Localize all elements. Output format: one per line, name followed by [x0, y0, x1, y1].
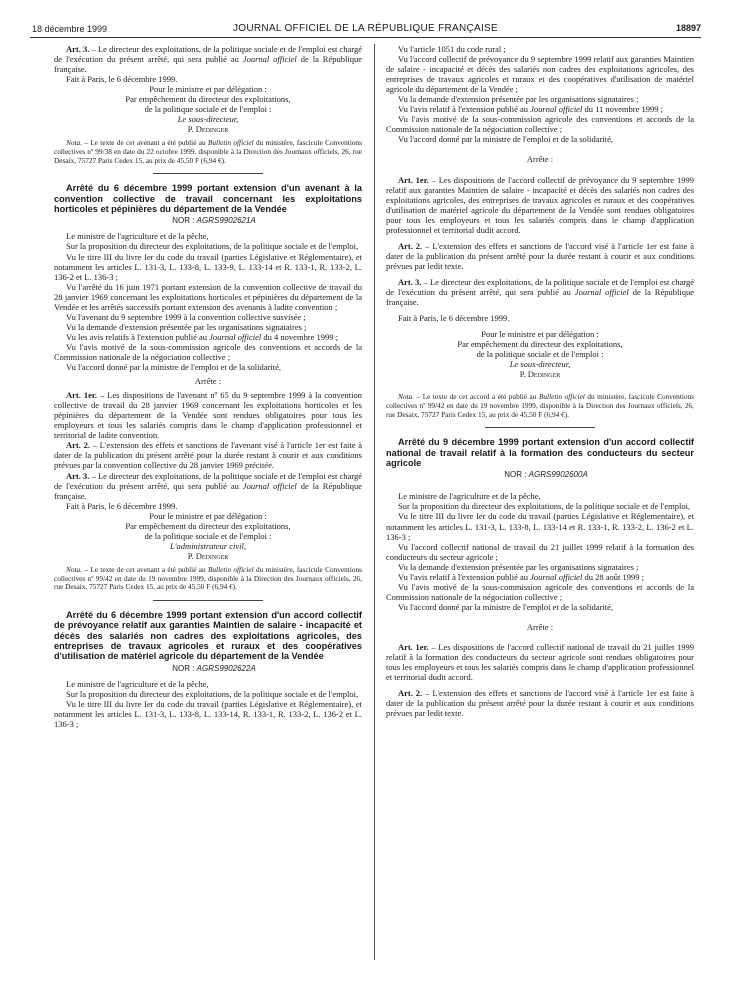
nor-value: AGRS9902622A [196, 663, 256, 673]
paragraph [386, 572, 694, 582]
signature-line: Pour le ministre et par délégation : [149, 84, 267, 95]
nota-text-end: du ministère, fascicule Conventions collectives nº 99/42 en date du 19 novembre 1999, disponible à la Direction des Journaux officiels, 26, rue Desaix, 75727 Paris Cedex 15, au prix de 45,50 F (6,94 €). [386, 392, 695, 419]
article-text: – Les dispositions de l'accord collectif national de travail du 21 juillet 1999 relatif à la formation des conducteurs du secteur agricole sont rendues obligatoires pour tous les employeurs et tous les salariés compris dans le champ d'application professionnel et territorial dudit accord. [386, 641, 694, 683]
nor-value: AGRS9902621A [196, 216, 256, 226]
page-number: 18897 [675, 23, 701, 33]
nota-text-end: du ministère, fascicule Conventions collectives nº 99/42 en date du 19 novembre 1999, disponible à la Direction des Journaux officiels, 26, rue Desaix, 75727 Paris Cedex 15, au prix de 45,50 F (6,94 €). [54, 564, 362, 592]
journal-ref: Journal officiel [530, 104, 583, 115]
paragraph: Vu l'accord donné par la ministre de l'emploi et de la solidarité, [398, 134, 613, 145]
article-text-end: de la République française. [54, 480, 362, 501]
article-text: – Le directeur des exploitations, de la politique sociale et de l'emploi est chargé de l'exécution du présent arrêté, qui sera publié au [54, 470, 362, 491]
article-label: Art. 3. [66, 44, 90, 54]
nota-label: Nota. [66, 564, 83, 574]
paragraph: Vu la demande d'extension présentée par les organisations signataires ; [398, 561, 639, 572]
signature-title: Le sous-directeur, [509, 359, 571, 370]
paragraph: Le ministre de l'agriculture et de la pêche, [66, 678, 209, 689]
column-divider [374, 44, 375, 960]
header-date: 18 décembre 1999 [32, 24, 108, 34]
journal-ref: Journal officiel [530, 571, 583, 582]
signature-title: Le sous-directeur, [177, 114, 239, 125]
paragraph: Vu l'avis motivé de la sous-commission agricole des conventions et accords de la Commission nationale de la négociation collective ; [386, 581, 694, 602]
nor-label: NOR : [172, 663, 197, 673]
nota-text: – Le texte de cet accord a été publié au [414, 392, 539, 402]
signatory-name: P. Dedinger [187, 124, 229, 135]
bulletin-ref: Bulletin officiel [207, 138, 254, 148]
right-column [386, 44, 694, 718]
paragraph-text: Vu l'avis relatif à l'extension publié au [398, 571, 531, 582]
nota-text: – Le texte de cet avenant a été publié au [82, 564, 208, 574]
nota [54, 566, 362, 592]
paragraph: Vu la demande d'extension présentée par les organisations signataires ; [66, 321, 307, 332]
bulletin-ref: Bulletin officiel [538, 392, 585, 402]
section-separator [485, 427, 595, 428]
paragraph-text: Vu l'avis relatif à l'extension publié au [398, 104, 531, 115]
paragraph: Le ministre de l'agriculture et de la pêche, [66, 231, 209, 242]
paragraph: Vu l'accord collectif de prévoyance du 9 septembre 1999 relatif aux garanties Maintien de salaire - incapacité et décès des salariés non cadres des exploitations agricoles, des entreprises de travaux agricoles et ruraux et des coopératives d'utilisation de matériel agricole du département de la Vendée ; [386, 54, 694, 95]
paragraph: Vu le titre III du livre Ier du code du travail (parties Législative et Réglementaire), et notamment les articles L. 131-3, L. 133-8, L. 133-14, R. 133-1, R. 133-2, L. 136-2 et L. 136-3 ; [54, 698, 362, 729]
journal-ref: Journal officiel [574, 286, 629, 297]
paragraph: Vu le titre III du livre Ier du code du travail (parties Législative et Réglementaire), et notamment les articles L. 131-3, L. 133-8, L. 133-14 et R. 133-1, R. 133-2, L. 136-2 et L. 136-3 ; [386, 511, 694, 542]
decree-title: Arrêté du 6 décembre 1999 portant extension d'un avenant à la convention collective de travail concernant les exploitations horticoles et pépinières du département de la Vendée [54, 183, 362, 215]
signatory-name: P. Dedinger [187, 550, 229, 561]
journal-ref: Journal officiel [242, 54, 297, 65]
paragraph: Le ministre de l'agriculture et de la pêche, [398, 491, 541, 502]
article-label: Art. 1er. [66, 390, 97, 401]
arrete-heading: Arrête : [526, 154, 554, 165]
signature-line: Pour le ministre et par délégation : [149, 510, 267, 521]
nota-text-end: du ministère, fascicule Conventions collectives nº 99/38 en date du 22 octobre 1999, disponible à la Direction des Journaux officiels, 26, rue Desaix, 75727 Paris Cedex 15, au prix de 45,50 F (6,94 €). [54, 138, 362, 165]
spacer [386, 379, 694, 388]
journal-title: JOURNAL OFFICIEL DE LA RÉPUBLIQUE FRANÇAISE [233, 23, 498, 34]
nor-ref [54, 216, 362, 225]
signature-line: Par empêchement du directeur des exploitations, [125, 94, 291, 105]
paragraph: Vu le titre III du livre Ier du code du travail (parties Législative et Réglementaire), et notamment les articles L. 131-3, L. 133-8, L. 133-9, L. 133-14 et R. 133-1, R. 133-2, L. 136-2 et L. 136-3 ; [54, 251, 362, 282]
header-rule [30, 37, 701, 38]
article-label: Art. 2. [398, 240, 423, 251]
nota-text: – Le texte de cet avenant a été publié au [82, 138, 208, 148]
article-text: – L'extension des effets et sanctions de l'accord visé à l'article 1er est faite à dater de la publication du présent arrêté pour la durée restant à courir et aux conditions prévues par ledit texte. [386, 240, 694, 271]
paragraph: Vu l'avenant du 9 septembre 1999 à la convention collective susvisée ; [66, 311, 306, 322]
paragraph: Vu l'arrêté du 16 juin 1971 portant extension de la convention collective de travail du 28 janvier 1969 concernant les exploitations horticoles et pépinières du département de la Vendée et les arrêtés successifs portant extension des avenants à ladite convention ; [54, 281, 362, 312]
article-label: Art. 1er. [398, 641, 429, 652]
bulletin-ref: Bulletin officiel [207, 564, 254, 574]
nota [386, 393, 694, 419]
arrete-heading: Arrête : [194, 376, 222, 387]
article-text: – Le directeur des exploitations, de la politique sociale et de l'emploi est chargé de l'exécution du présent arrêté, qui sera publié au [54, 44, 362, 65]
paragraph-text: Vu les avis relatifs à l'extension publié au [66, 331, 210, 342]
spacer [386, 612, 694, 618]
signature-line: de la politique sociale et de l'emploi : [476, 349, 604, 360]
paragraph: Vu l'accord collectif national de travail du 21 juillet 1999 relatif à la formation des conducteurs du secteur agricole ; [386, 541, 694, 562]
fait-line: Fait à Paris, le 6 décembre 1999. [66, 500, 178, 511]
section-separator [153, 173, 263, 174]
signature-line: Pour le ministre et par délégation : [481, 329, 599, 340]
article-text: – L'extension des effets et sanctions de l'avenant visé à l'article 1er est faite à dater de la publication du présent arrêté pour la durée restant à courir et aux conditions prévues par la convention collective du 28 janvier 1969 précitée. [54, 440, 362, 471]
signatory-name: P. Dedinger [519, 369, 561, 380]
article-label: Art. 3. [398, 276, 422, 287]
article-text: – Les dispositions de l'avenant nº 65 du 9 septembre 1999 à la convention collective de travail du 28 janvier 1969 concernant les exploitations horticoles et les pépinières du département de la Vendée sont rendues obligatoires pour tous les employeurs et tous les salariés compris dans le champ d'application professionnel et territorial de ladite convention. [54, 390, 362, 441]
article-2 [54, 440, 362, 470]
article-3 [386, 277, 694, 307]
signature-line: Par empêchement du directeur des exploitations, [457, 339, 623, 350]
article-2 [386, 688, 694, 718]
signature-line: Par empêchement du directeur des exploitations, [125, 520, 291, 531]
article-text-end: de la République française. [386, 286, 694, 308]
article-label: Art. 2. [398, 688, 423, 699]
signature-title: L'administrateur civil, [170, 540, 246, 551]
article-2 [386, 241, 694, 271]
journal-ref: Journal officiel [242, 480, 297, 491]
article-1 [386, 175, 694, 235]
fait-line: Fait à Paris, le 6 décembre 1999. [398, 313, 510, 324]
signature-line: de la politique sociale et de l'emploi : [144, 104, 272, 115]
paragraph: Sur la proposition du directeur des exploitations, de la politique sociale et de l'emploi, [66, 688, 359, 699]
article-1 [386, 642, 694, 682]
paragraph: Vu l'accord donné par la ministre de l'emploi et de la solidarité, [398, 601, 613, 612]
article-label: Art. 1er. [398, 174, 429, 185]
paragraph: Vu l'accord donné par la ministre de l'emploi et de la solidarité, [66, 362, 281, 373]
left-column [54, 44, 362, 729]
article-1 [54, 390, 362, 440]
article-label: Art. 3. [66, 470, 90, 481]
article-text-end: de la République française. [54, 54, 362, 75]
paragraph: Sur la proposition du directeur des exploitations, de la politique sociale et de l'emploi, [398, 501, 691, 512]
paragraph [386, 104, 694, 114]
article-3 [54, 471, 362, 501]
nor-value: AGRS9902600A [528, 470, 588, 480]
spacer [386, 144, 694, 150]
nota-label: Nota. [398, 392, 415, 402]
paragraph: Sur la proposition du directeur des exploitations, de la politique sociale et de l'emploi, [66, 241, 359, 252]
nota [54, 139, 362, 165]
arrete-heading: Arrête : [526, 621, 554, 632]
signature-line: de la politique sociale et de l'emploi : [144, 530, 272, 541]
article-text: – L'extension des effets et sanctions de l'accord visé à l'article 1er est faite à dater de la publication du présent arrêté pour la durée restant à courir et aux conditions prévues par ledit texte. [386, 688, 694, 719]
paragraph: Vu l'article 1051 du code rural ; [398, 44, 506, 54]
paragraph-text-end: du 4 novembre 1999 ; [261, 331, 339, 342]
nor-ref [386, 470, 694, 479]
paragraph [54, 332, 362, 342]
paragraph-text-end: du 28 août 1999 ; [582, 571, 644, 582]
paragraph: Vu la demande d'extension présentée par les organisations signataires ; [398, 94, 639, 105]
nota-label: Nota. [66, 138, 83, 148]
nor-label: NOR : [504, 470, 529, 480]
article-3 [54, 44, 362, 74]
paragraph: Vu l'avis motivé de la sous-commission agricole des conventions et accords de la Commission nationale de la négociation collective ; [54, 341, 362, 362]
nor-ref [54, 664, 362, 673]
decree-title: Arrêté du 9 décembre 1999 portant extension d'un accord collectif national de travail relatif à la formation des conducteurs du secteur agricole [386, 437, 694, 468]
paragraph-text-end: du 11 novembre 1999 ; [582, 104, 663, 115]
journal-ref: Journal officiel [209, 331, 262, 342]
article-label: Art. 2. [66, 440, 90, 451]
fait-line: Fait à Paris, le 6 décembre 1999. [66, 74, 178, 85]
article-text: – Le directeur des exploitations, de la politique sociale et de l'emploi est chargé de l'exécution du présent arrêté, qui sera publié au [386, 276, 694, 297]
decree-title: Arrêté du 6 décembre 1999 portant extension d'un accord collectif de prévoyance relatif aux garanties Maintien de salaire - incapacité et décès des salariés non cadres des exploitations agricoles, des entreprises de travaux agricoles et ruraux et des coopératives d'utilisation de matériel agricole du département de la Vendée [54, 609, 362, 662]
nor-label: NOR : [172, 216, 197, 226]
section-separator [153, 600, 263, 601]
article-text: – Les dispositions de l'accord collectif de prévoyance du 9 septembre 1999 relatif aux garanties Maintien de salaire - incapacité et décès des salariés non cadres des exploitations agricoles, des entreprises de travaux agricoles et ruraux et des coopératives d'utilisation de matériel agricole du département de la Vendée sont rendues obligatoires pour tous les employeurs et tous les salariés compris dans le champ d'application professionnel et territorial dudit accord. [386, 174, 694, 235]
paragraph: Vu l'avis motivé de la sous-commission agricole des conventions et accords de la Commission nationale de la négociation collective ; [386, 114, 694, 135]
